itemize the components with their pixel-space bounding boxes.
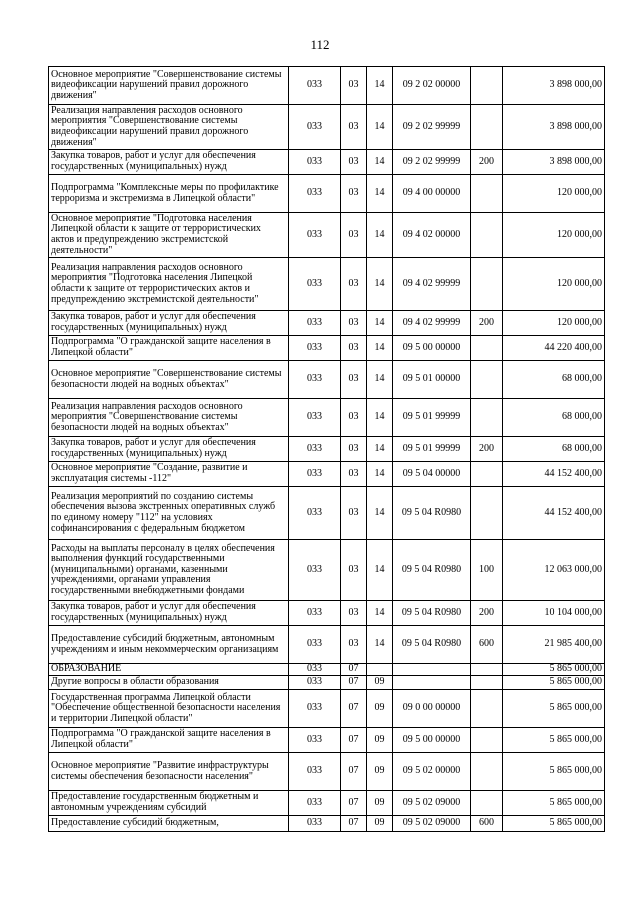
row-expense-type-code [471, 105, 503, 150]
row-dept-code: 033 [289, 540, 341, 601]
row-expense-type-code: 200 [471, 601, 503, 626]
row-expense-type-code [471, 462, 503, 487]
table-row [49, 311, 605, 336]
table-row [49, 791, 605, 816]
table-row [49, 816, 605, 832]
table-row [49, 175, 605, 213]
row-section-code: 03 [341, 213, 367, 258]
row-section-code: 03 [341, 601, 367, 626]
row-subsection-code: 14 [367, 437, 393, 462]
table-row [49, 67, 605, 105]
row-section-code: 03 [341, 67, 367, 105]
row-dept-code: 033 [289, 213, 341, 258]
row-section-code: 03 [341, 150, 367, 175]
table-row [49, 626, 605, 664]
row-dept-code: 033 [289, 462, 341, 487]
row-target-code: 09 4 02 99999 [393, 258, 471, 311]
table-row [49, 105, 605, 150]
row-amount: 120 000,00 [503, 258, 605, 311]
row-target-code: 09 5 02 09000 [393, 791, 471, 816]
row-amount: 10 104 000,00 [503, 601, 605, 626]
row-expense-type-code [471, 690, 503, 728]
row-target-code [393, 664, 471, 676]
row-amount: 3 898 000,00 [503, 150, 605, 175]
row-target-code: 09 5 04 R0980 [393, 601, 471, 626]
table-row [49, 487, 605, 540]
row-section-code: 03 [341, 540, 367, 601]
row-target-code: 09 5 04 00000 [393, 462, 471, 487]
row-amount: 5 865 000,00 [503, 728, 605, 753]
row-section-code: 03 [341, 399, 367, 437]
row-subsection-code: 14 [367, 601, 393, 626]
row-name: Реализация мероприятий по созданию системы обеспечения вызова экстренных оперативных служб по единому номеру "112" на условиях софинансирования с федеральным бюджетом [49, 487, 289, 540]
row-expense-type-code [471, 791, 503, 816]
row-expense-type-code: 200 [471, 311, 503, 336]
row-subsection-code: 14 [367, 175, 393, 213]
row-target-code: 09 5 01 00000 [393, 361, 471, 399]
row-dept-code: 033 [289, 601, 341, 626]
page-number: 112 [310, 37, 330, 52]
row-name: Закупка товаров, работ и услуг для обеспечения государственных (муниципальных) нужд [49, 601, 289, 626]
row-target-code: 09 5 02 00000 [393, 753, 471, 791]
row-expense-type-code [471, 487, 503, 540]
row-expense-type-code: 200 [471, 150, 503, 175]
row-subsection-code: 14 [367, 150, 393, 175]
row-dept-code: 033 [289, 816, 341, 832]
row-target-code: 09 5 04 R0980 [393, 540, 471, 601]
row-target-code: 09 4 02 99999 [393, 311, 471, 336]
row-expense-type-code [471, 258, 503, 311]
row-expense-type-code [471, 336, 503, 361]
row-section-code: 07 [341, 791, 367, 816]
table-row [49, 664, 605, 676]
row-dept-code: 033 [289, 676, 341, 690]
row-dept-code: 033 [289, 791, 341, 816]
table-row [49, 361, 605, 399]
row-name: Основное мероприятие "Совершенствование системы безопасности людей на водных объектах" [49, 361, 289, 399]
row-amount: 120 000,00 [503, 213, 605, 258]
table-row [49, 258, 605, 311]
row-dept-code: 033 [289, 399, 341, 437]
row-dept-code: 033 [289, 105, 341, 150]
row-section-code: 03 [341, 105, 367, 150]
row-section-code: 03 [341, 361, 367, 399]
row-target-code [393, 676, 471, 690]
row-expense-type-code [471, 213, 503, 258]
row-subsection-code: 14 [367, 311, 393, 336]
row-expense-type-code: 600 [471, 626, 503, 664]
row-amount: 5 865 000,00 [503, 676, 605, 690]
row-subsection-code: 14 [367, 336, 393, 361]
row-subsection-code: 14 [367, 258, 393, 311]
row-subsection-code: 14 [367, 399, 393, 437]
row-section-code: 03 [341, 311, 367, 336]
row-section-code: 03 [341, 437, 367, 462]
row-subsection-code: 14 [367, 361, 393, 399]
row-amount: 3 898 000,00 [503, 67, 605, 105]
row-name: Реализация направления расходов основного мероприятия "Совершенствование системы безопасности людей на водных объектах" [49, 399, 289, 437]
row-name: Подпрограмма "О гражданской защите населения в Липецкой области" [49, 336, 289, 361]
row-dept-code: 033 [289, 67, 341, 105]
row-amount: 44 152 400,00 [503, 462, 605, 487]
table-row [49, 728, 605, 753]
row-subsection-code: 14 [367, 105, 393, 150]
row-dept-code: 033 [289, 690, 341, 728]
row-dept-code: 033 [289, 728, 341, 753]
row-amount: 5 865 000,00 [503, 791, 605, 816]
row-subsection-code: 09 [367, 728, 393, 753]
row-name: Государственная программа Липецкой области "Обеспечение общественной безопасности населения и территории Липецкой области" [49, 690, 289, 728]
row-target-code: 09 5 00 00000 [393, 336, 471, 361]
row-dept-code: 033 [289, 336, 341, 361]
table-row [49, 336, 605, 361]
row-subsection-code: 09 [367, 791, 393, 816]
row-name: Предоставление государственным бюджетным и автономным учреждениям субсидий [49, 791, 289, 816]
row-dept-code: 033 [289, 150, 341, 175]
row-subsection-code: 09 [367, 676, 393, 690]
row-section-code: 07 [341, 753, 367, 791]
row-target-code: 09 5 04 R0980 [393, 626, 471, 664]
row-dept-code: 033 [289, 487, 341, 540]
row-amount: 3 898 000,00 [503, 105, 605, 150]
row-amount: 120 000,00 [503, 311, 605, 336]
row-amount: 68 000,00 [503, 361, 605, 399]
row-amount: 44 152 400,00 [503, 487, 605, 540]
row-section-code: 07 [341, 816, 367, 832]
row-name: Реализация направления расходов основного мероприятия "Подготовка населения Липецкой области к защите от террористических актов и предупреждению экстремистской деятельности" [49, 258, 289, 311]
row-subsection-code: 14 [367, 67, 393, 105]
row-name: Подпрограмма "Комплексные меры по профилактике терроризма и экстремизма в Липецкой области" [49, 175, 289, 213]
row-amount: 68 000,00 [503, 399, 605, 437]
row-subsection-code: 14 [367, 213, 393, 258]
row-target-code: 09 2 02 99999 [393, 150, 471, 175]
row-target-code: 09 5 01 99999 [393, 399, 471, 437]
row-section-code: 03 [341, 626, 367, 664]
row-subsection-code: 14 [367, 626, 393, 664]
row-amount: 12 063 000,00 [503, 540, 605, 601]
row-dept-code: 033 [289, 664, 341, 676]
row-target-code: 09 4 02 00000 [393, 213, 471, 258]
row-subsection-code: 09 [367, 816, 393, 832]
row-name: Подпрограмма "О гражданской защите населения в Липецкой области" [49, 728, 289, 753]
row-subsection-code: 14 [367, 540, 393, 601]
row-dept-code: 033 [289, 175, 341, 213]
row-target-code: 09 5 02 09000 [393, 816, 471, 832]
row-target-code: 09 5 00 00000 [393, 728, 471, 753]
table-row [49, 540, 605, 601]
row-section-code: 03 [341, 336, 367, 361]
row-name: Предоставление субсидий бюджетным, [49, 816, 289, 832]
row-expense-type-code [471, 728, 503, 753]
row-amount: 5 865 000,00 [503, 753, 605, 791]
row-dept-code: 033 [289, 311, 341, 336]
table-row [49, 690, 605, 728]
row-name: Реализация направления расходов основного мероприятия "Совершенствование системы видеофиксации нарушений правил дорожного движения" [49, 105, 289, 150]
row-section-code: 07 [341, 728, 367, 753]
row-expense-type-code [471, 175, 503, 213]
row-name: Закупка товаров, работ и услуг для обеспечения государственных (муниципальных) нужд [49, 150, 289, 175]
row-target-code: 09 5 01 99999 [393, 437, 471, 462]
row-name: Предоставление субсидий бюджетным, автономным учреждениям и иным некоммерческим организациям [49, 626, 289, 664]
row-section-code: 03 [341, 487, 367, 540]
row-section-code: 07 [341, 676, 367, 690]
row-expense-type-code: 100 [471, 540, 503, 601]
row-amount: 68 000,00 [503, 437, 605, 462]
row-expense-type-code [471, 67, 503, 105]
budget-table [48, 66, 605, 832]
row-dept-code: 033 [289, 258, 341, 311]
row-amount: 5 865 000,00 [503, 690, 605, 728]
row-section-code: 07 [341, 664, 367, 676]
row-name: Основное мероприятие "Подготовка населения Липецкой области к защите от террористических актов и предупреждению экстремистской деятельности" [49, 213, 289, 258]
row-dept-code: 033 [289, 753, 341, 791]
table-row [49, 462, 605, 487]
table-row [49, 601, 605, 626]
row-expense-type-code: 200 [471, 437, 503, 462]
row-subsection-code [367, 664, 393, 676]
table-row [49, 437, 605, 462]
row-section-code: 03 [341, 462, 367, 487]
row-amount: 5 865 000,00 [503, 664, 605, 676]
row-amount: 120 000,00 [503, 175, 605, 213]
row-amount: 21 985 400,00 [503, 626, 605, 664]
budget-table-body [49, 67, 605, 832]
table-row [49, 213, 605, 258]
row-name: Закупка товаров, работ и услуг для обеспечения государственных (муниципальных) нужд [49, 311, 289, 336]
row-expense-type-code [471, 753, 503, 791]
row-expense-type-code [471, 676, 503, 690]
table-row [49, 753, 605, 791]
row-name: Основное мероприятие "Создание, развитие и эксплуатация системы -112" [49, 462, 289, 487]
row-target-code: 09 5 04 R0980 [393, 487, 471, 540]
row-section-code: 03 [341, 175, 367, 213]
row-name: Другие вопросы в области образования [49, 676, 289, 690]
table-row [49, 150, 605, 175]
row-section-code: 03 [341, 258, 367, 311]
row-name: Расходы на выплаты персоналу в целях обеспечения выполнения функций государственными (муниципальными) органами, казенными учреждениями, органами управления государственными внебюджетными фондами [49, 540, 289, 601]
row-dept-code: 033 [289, 361, 341, 399]
row-name: Закупка товаров, работ и услуг для обеспечения государственных (муниципальных) нужд [49, 437, 289, 462]
row-subsection-code: 14 [367, 462, 393, 487]
row-expense-type-code: 600 [471, 816, 503, 832]
row-expense-type-code [471, 664, 503, 676]
row-target-code: 09 2 02 99999 [393, 105, 471, 150]
row-name: ОБРАЗОВАНИЕ [49, 664, 289, 676]
row-subsection-code: 09 [367, 690, 393, 728]
row-expense-type-code [471, 399, 503, 437]
row-target-code: 09 4 00 00000 [393, 175, 471, 213]
row-subsection-code: 14 [367, 487, 393, 540]
row-target-code: 09 2 02 00000 [393, 67, 471, 105]
row-dept-code: 033 [289, 437, 341, 462]
row-target-code: 09 0 00 00000 [393, 690, 471, 728]
row-subsection-code: 09 [367, 753, 393, 791]
row-amount: 44 220 400,00 [503, 336, 605, 361]
row-name: Основное мероприятие "Развитие инфраструктуры системы обеспечения безопасности населения" [49, 753, 289, 791]
row-name: Основное мероприятие "Совершенствование системы видеофиксации нарушений правил дорожного движения" [49, 67, 289, 105]
row-expense-type-code [471, 361, 503, 399]
row-amount: 5 865 000,00 [503, 816, 605, 832]
row-section-code: 07 [341, 690, 367, 728]
table-row [49, 676, 605, 690]
table-row [49, 399, 605, 437]
row-dept-code: 033 [289, 626, 341, 664]
